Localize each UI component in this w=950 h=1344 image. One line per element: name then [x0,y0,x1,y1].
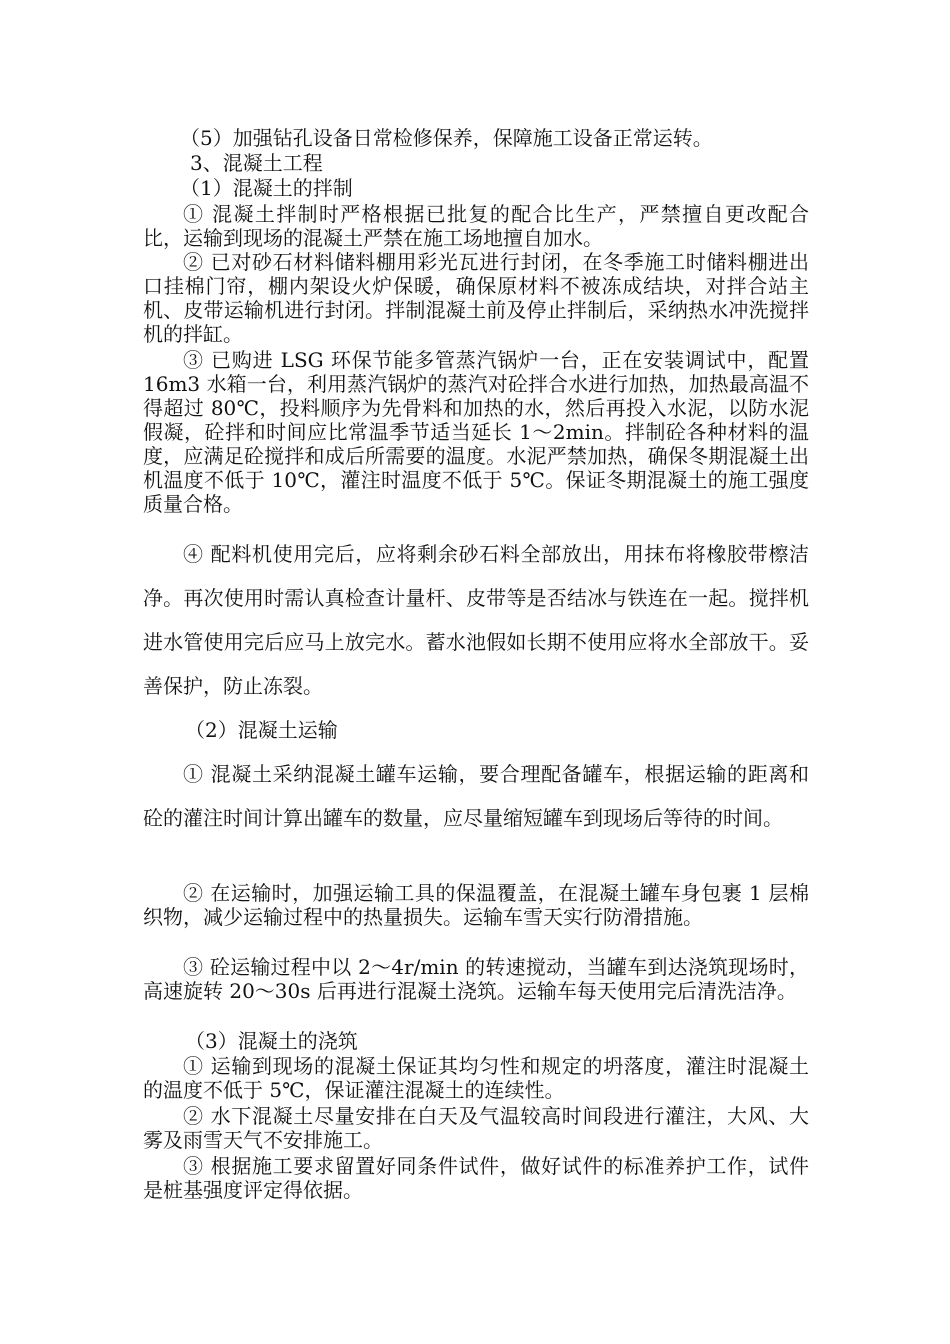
paragraph-pouring-3: ③ 根据施工要求留置好同条件试件，做好试件的标准养护工作，试件是桩基强度评定得依据。 [143,1154,809,1202]
paragraph-mixing-2: ② 已对砂石材料储料棚用彩光瓦进行封闭，在冬季施工时储料棚进出口挂棉门帘，棚内架设火炉保暖，确保原材料不被冻成结块，对拌合站主机、皮带运输机进行封闭。拌制混凝土前及停止拌制后，采纳热水冲洗搅拌机的拌缸。 [143,250,809,346]
paragraph-transport-3: ③ 砼运输过程中以 2～4r/min 的转速搅动，当罐车到达浇筑现场时，高速旋转 20～30s 后再进行混凝土浇筑。运输车每天使用完后清洗洁净。 [143,955,809,1003]
subheading-concrete-pouring: （3）混凝土的浇筑 [185,1029,358,1053]
section-heading-concrete-works: 3、混凝土工程 [190,151,323,175]
paragraph-pouring-2: ② 水下混凝土尽量安排在白天及气温较高时间段进行灌注，大风、大雾及雨雪天气不安排施工。 [143,1104,809,1152]
paragraph-mixing-3: ③ 已购进 LSG 环保节能多管蒸汽锅炉一台，正在安装调试中，配置 16m3 水箱一台，利用蒸汽锅炉的蒸汽对砼拌合水进行加热，加热最高温不得超过 80℃，投料顺序为先骨料和加热的水，然后再投入水泥，以防水泥假凝，砼拌和时间应比常温季节适当延长 1～2min。拌制砼各种材料的温度，应满足砼搅拌和成后所需要的温度。水泥严禁加热，确保冬期混凝土出机温度不低于 10℃，灌注时温度不低于 5℃。保证冬期混凝土的施工强度质量合格。 [143,348,809,516]
paragraph-transport-2: ② 在运输时，加强运输工具的保温覆盖，在混凝土罐车身包裹 1 层棉织物，减少运输过程中的热量损失。运输车雪天实行防滑措施。 [143,881,809,929]
subheading-concrete-mixing: （1）混凝土的拌制 [180,176,353,200]
paragraph-pouring-1: ① 运输到现场的混凝土保证其均匀性和规定的坍落度，灌注时混凝土的温度不低于 5℃，保证灌注混凝土的连续性。 [143,1054,809,1102]
subheading-concrete-transport: （2）混凝土运输 [185,718,338,742]
paragraph-equipment-maintenance: （5）加强钻孔设备日常检修保养，保障施工设备正常运转。 [180,126,713,150]
paragraph-mixing-4: ④ 配料机使用完后，应将剩余砂石料全部放出，用抹布将橡胶带檫洁净。再次使用时需认真检查计量杆、皮带等是否结冰与铁连在一起。搅拌机进水管使用完后应马上放完水。蓄水池假如长期不使用应将水全部放干。妥善保护，防止冻裂。 [143,542,809,698]
paragraph-mixing-1: ① 混凝土拌制时严格根据已批复的配合比生产，严禁擅自更改配合比，运输到现场的混凝土严禁在施工场地擅自加水。 [143,202,809,250]
paragraph-transport-1: ① 混凝土采纳混凝土罐车运输，要合理配备罐车，根据运输的距离和砼的灌注时间计算出罐车的数量，应尽量缩短罐车到现场后等待的时间。 [143,762,809,830]
